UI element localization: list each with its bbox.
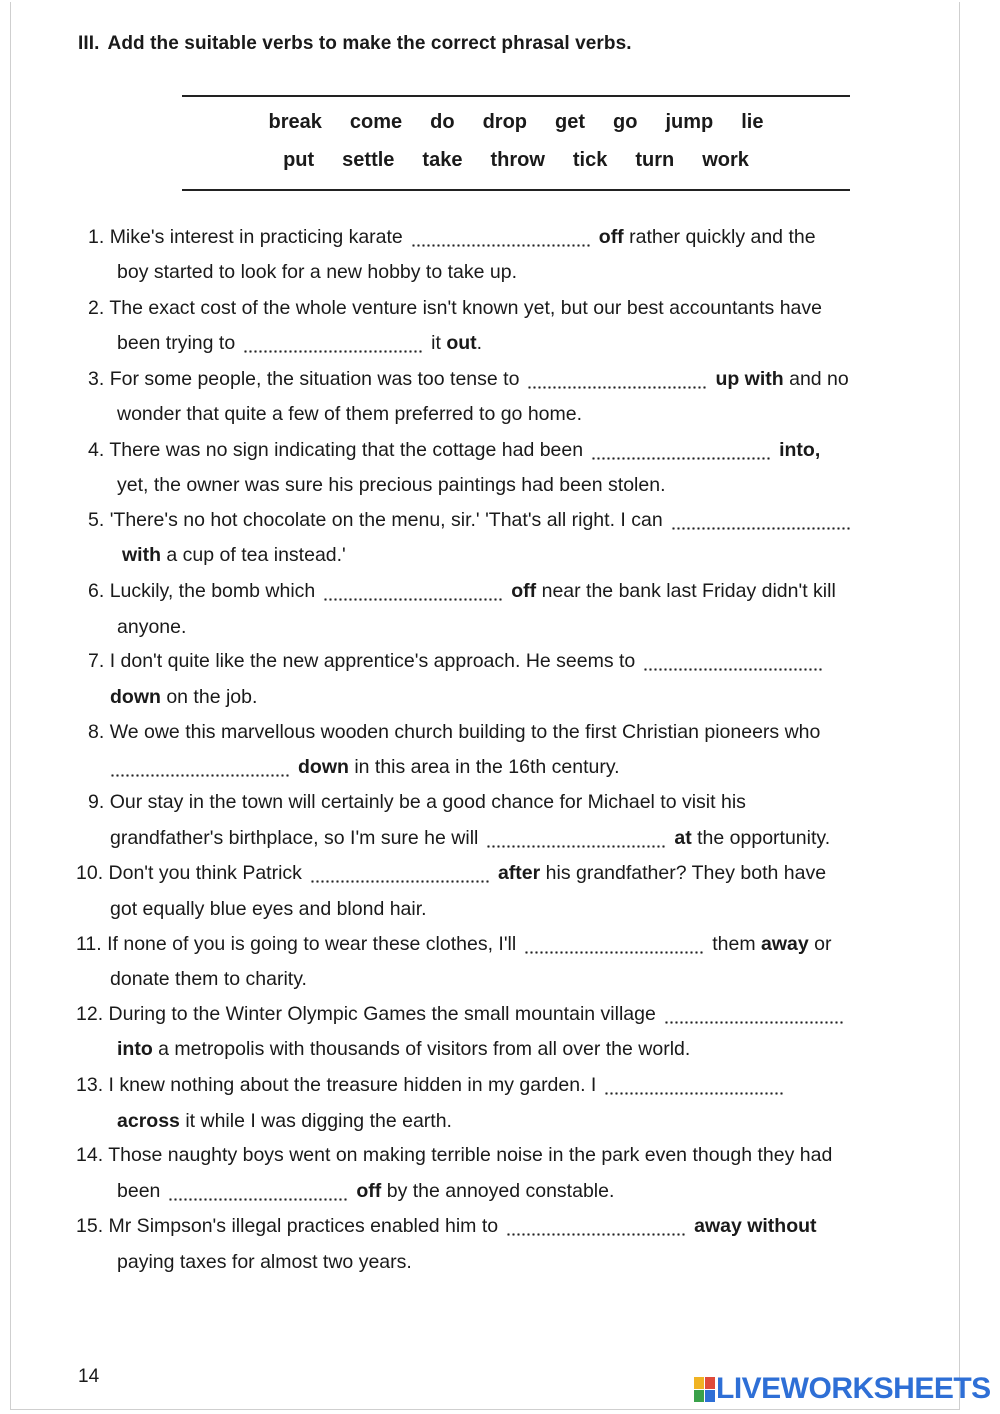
word-bank-item: do (430, 111, 455, 133)
answer-blank-9[interactable] (486, 828, 666, 850)
question-text: boy started to look for a new hobby to take up. (117, 261, 517, 283)
answer-blank-12[interactable] (664, 1004, 844, 1026)
question-14-line-2 (117, 1174, 614, 1209)
question-number: 1. (88, 226, 105, 248)
question-number: 14. (76, 1144, 104, 1166)
brand-name: LIVEWORKSHEETS (716, 1372, 991, 1405)
question-text: in this area in the 16th century. (354, 756, 620, 778)
answer-blank-15[interactable] (506, 1216, 686, 1238)
question-15-line-2 (117, 1245, 412, 1280)
word-bank-item: go (613, 111, 638, 133)
question-11-line-2 (110, 962, 307, 997)
question-12 (76, 997, 852, 1032)
word-bank-item: work (702, 149, 749, 171)
question-1-line-2 (117, 255, 517, 290)
question-text: For some people, the situation was too tense to (109, 368, 520, 390)
page-number: 14 (78, 1366, 100, 1387)
question-4-line-2 (117, 468, 666, 503)
question-text: grandfather's birthplace, so I'm sure he will (110, 827, 479, 849)
question-number: 6. (88, 580, 105, 602)
exercise-instruction: Add the suitable verbs to make the correct phrasal verbs. (107, 33, 632, 54)
question-text: donate them to charity. (110, 968, 307, 990)
question-text: We owe this marvellous wooden church building to the first Christian pioneers who (109, 721, 821, 743)
question-text: Our stay in the town will certainly be a good chance for Michael to visit his (109, 791, 746, 813)
question-text: near the bank last Friday didn't kill (541, 580, 836, 602)
question-text: by the annoyed constable. (386, 1180, 615, 1202)
question-number: 15. (76, 1215, 104, 1237)
word-bank-item: settle (342, 149, 395, 171)
question-11 (76, 927, 831, 962)
question-text: got equally blue eyes and blond hair. (110, 898, 427, 920)
question-number: 3. (88, 368, 105, 390)
answer-blank-14[interactable] (168, 1181, 348, 1203)
particle: away without (694, 1215, 817, 1237)
question-6 (88, 574, 836, 609)
question-text: I don't quite like the new apprentice's approach. He seems to (109, 650, 636, 672)
question-4 (88, 433, 820, 468)
answer-blank-11[interactable] (524, 934, 704, 956)
word-bank-item: put (283, 149, 315, 171)
question-text: it while I was digging the earth. (185, 1110, 452, 1132)
answer-blank-7[interactable] (643, 651, 823, 673)
particle: out (446, 332, 477, 354)
particle: after (497, 862, 541, 884)
question-text: Those naughty boys went on making terrible noise in the park even though they had (108, 1144, 833, 1166)
word-bank-item: take (422, 149, 463, 171)
question-13-line-2 (117, 1104, 452, 1139)
question-15 (76, 1209, 817, 1244)
word-bank-item: drop (482, 111, 528, 133)
question-9-line-2 (110, 821, 830, 856)
particle: across (117, 1110, 180, 1132)
question-text: Mike's interest in practicing karate (109, 226, 403, 248)
question-14 (76, 1138, 832, 1173)
particle: off (356, 1180, 382, 1202)
answer-blank-10[interactable] (310, 863, 490, 885)
question-text: been trying to (117, 332, 236, 354)
answer-blank-5[interactable] (671, 510, 851, 532)
word-bank-item: come (349, 111, 403, 133)
question-9 (88, 785, 746, 820)
question-12-line-2 (117, 1032, 690, 1067)
particle: down (110, 686, 161, 708)
particle: at (674, 827, 692, 849)
answer-blank-13[interactable] (604, 1075, 784, 1097)
question-5-line-2 (122, 538, 346, 573)
answer-blank-2[interactable] (243, 333, 423, 355)
question-number: 5. (88, 509, 105, 531)
question-text: on the job. (166, 686, 258, 708)
question-text: been (117, 1180, 161, 1202)
question-10-line-2 (110, 892, 427, 927)
word-bank-item: get (555, 111, 586, 133)
question-text: them (712, 933, 756, 955)
particle: off (511, 580, 537, 602)
question-13 (76, 1068, 792, 1103)
question-number: 13. (76, 1074, 104, 1096)
question-text: Mr Simpson's illegal practices enabled him to (108, 1215, 499, 1237)
question-3 (88, 362, 849, 397)
word-bank-item: throw (490, 149, 545, 171)
question-text: Luckily, the bomb which (109, 580, 316, 602)
particle: off (598, 226, 624, 248)
question-3-line-2 (117, 397, 582, 432)
question-number: 9. (88, 791, 105, 813)
question-text: paying taxes for almost two years. (117, 1251, 412, 1273)
question-text: rather quickly and the (629, 226, 816, 248)
exercise-heading (78, 33, 632, 55)
word-bank-item: lie (741, 111, 764, 133)
answer-blank-3[interactable] (527, 369, 707, 391)
particle: up with (715, 368, 784, 390)
question-8-line-2 (110, 750, 620, 785)
particle: away (761, 933, 809, 955)
word-bank (182, 95, 850, 191)
question-number: 11. (76, 933, 102, 955)
answer-blank-1[interactable] (411, 227, 591, 249)
question-text: his grandfather? They both have (545, 862, 827, 884)
question-number: 8. (88, 721, 105, 743)
question-10 (76, 856, 826, 891)
particle: into, (779, 439, 821, 461)
question-text: the opportunity. (697, 827, 831, 849)
question-number: 2. (88, 297, 105, 319)
word-bank-item: turn (635, 149, 675, 171)
question-text: If none of you is going to wear these clothes, I'll (107, 933, 517, 955)
liveworksheets-brand[interactable] (694, 1372, 991, 1406)
liveworksheets-logo-icon (694, 1377, 714, 1401)
question-text: anyone. (117, 616, 187, 638)
particle: down (298, 756, 349, 778)
question-text: or (814, 933, 832, 955)
question-text: . (476, 332, 483, 354)
word-bank-item: jump (665, 111, 714, 133)
question-2 (88, 291, 822, 326)
question-6-line-2 (117, 610, 186, 645)
question-text: wonder that quite a few of them preferred to go home. (117, 403, 583, 425)
particle: with (122, 544, 161, 566)
question-text: a metropolis with thousands of visitors from all over the world. (158, 1038, 691, 1060)
question-text: The exact cost of the whole venture isn't known yet, but our best accountants have (109, 297, 822, 319)
question-number: 4. (88, 439, 105, 461)
word-bank-row-2 (182, 149, 850, 172)
question-text: During to the Winter Olympic Games the small mountain village (108, 1003, 656, 1025)
question-text: and no (789, 368, 849, 390)
question-number: 7. (88, 650, 105, 672)
question-1 (88, 220, 816, 255)
question-number: 12. (76, 1003, 104, 1025)
question-8 (88, 715, 820, 750)
word-bank-item: break (268, 111, 322, 133)
question-text: yet, the owner was sure his precious paintings had been stolen. (117, 474, 666, 496)
answer-blank-8[interactable] (110, 757, 290, 779)
question-number: 10. (76, 862, 104, 884)
question-text: Don't you think Patrick (108, 862, 302, 884)
question-2-line-2 (117, 326, 482, 361)
particle: into (117, 1038, 153, 1060)
answer-blank-4[interactable] (591, 440, 771, 462)
question-text: 'There's no hot chocolate on the menu, sir.' 'That's all right. I can (109, 509, 663, 531)
word-bank-item: tick (572, 149, 608, 171)
answer-blank-6[interactable] (323, 581, 503, 603)
exercise-number: III. (78, 33, 100, 54)
question-7-line-2 (110, 680, 257, 715)
question-text: I knew nothing about the treasure hidden in my garden. I (108, 1074, 597, 1096)
word-bank-row-1 (182, 111, 850, 134)
question-7 (88, 644, 831, 679)
question-5 (88, 503, 859, 538)
question-text: There was no sign indicating that the cottage had been (109, 439, 584, 461)
question-text: a cup of tea instead.' (166, 544, 346, 566)
question-text: it (431, 332, 441, 354)
